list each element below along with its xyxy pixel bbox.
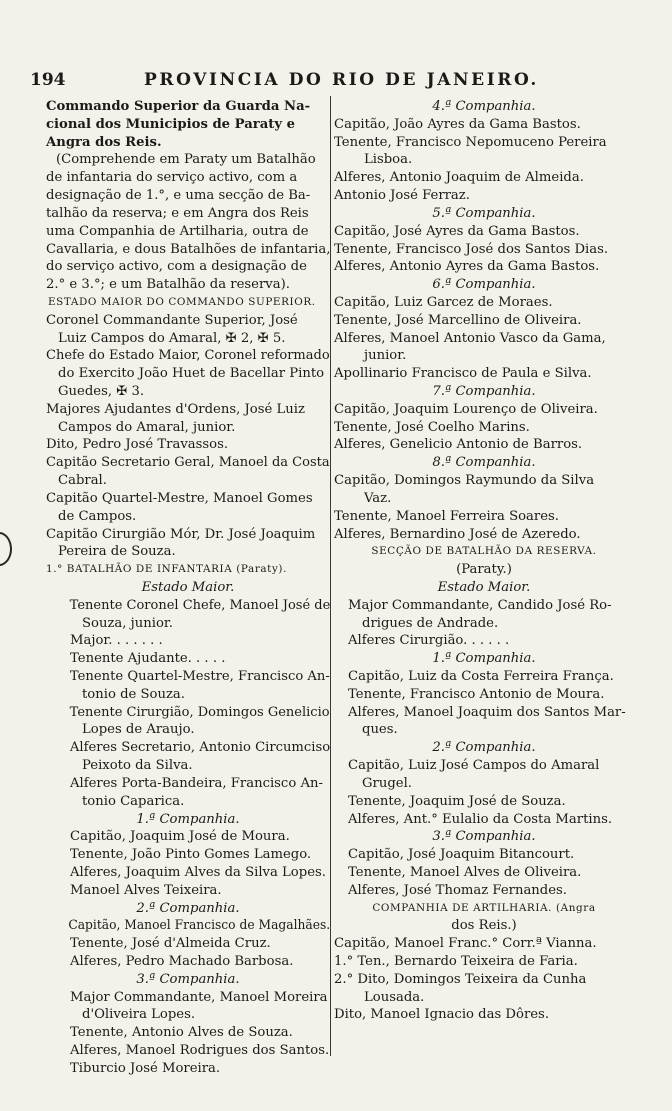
left-column-line: de infantaria do serviço activo, com a xyxy=(46,170,298,186)
left-column-line: (Comprehende em Paraty um Batalhão xyxy=(56,152,316,168)
left-column-line: Alferes, Joaquim Alves da Silva Lopes. xyxy=(70,864,326,880)
right-column-line: Tenente, Francisco Antonio de Moura. xyxy=(348,686,605,702)
left-column-line: Alferes, Manoel Rodrigues dos Santos. xyxy=(70,1043,330,1059)
right-column-line: 5.ª Companhia. xyxy=(432,205,536,221)
left-column-line: talhão da reserva; e em Angra dos Reis xyxy=(46,205,309,221)
right-column-line: 1.° Ten., Bernardo Teixeira de Faria. xyxy=(334,954,578,969)
left-column-line: Majores Ajudantes d'Ordens, José Luiz xyxy=(46,401,305,417)
left-column-line: Tenente, José d'Almeida Cruz. xyxy=(70,936,271,952)
right-column-line: Capitão, Manoel Franc.° Corr.ª Vianna. xyxy=(334,936,597,952)
left-column-line: Luiz Campos do Amaral, ✠ 2, ✠ 5. xyxy=(58,330,286,346)
left-column-line: Tenente, Antonio Alves de Souza. xyxy=(70,1025,293,1041)
left-column-line: Tenente, João Pinto Gomes Lamego. xyxy=(70,847,312,863)
right-column-line: Alferes, Antonio Joaquim de Almeida. xyxy=(334,170,584,186)
right-column-line: 4.ª Companhia. xyxy=(432,99,536,114)
right-column-line: Tenente, Manoel Ferreira Soares. xyxy=(334,508,559,524)
left-column-line: Alferes, Pedro Machado Barbosa. xyxy=(70,954,294,969)
left-column-line: tonio de Souza. xyxy=(82,686,185,702)
right-column-line: drigues de Andrade. xyxy=(362,615,499,631)
right-column-line: 7.ª Companhia. xyxy=(432,384,536,399)
left-column-line: Tiburcio José Moreira. xyxy=(70,1060,221,1076)
left-column-line: Estado Maior. xyxy=(141,579,235,595)
left-column-line: Major Commandante, Manoel Moreira xyxy=(70,989,328,1005)
left-column xyxy=(46,98,330,1078)
right-column-line: Tenente, José Marcellino de Oliveira. xyxy=(334,312,582,328)
right-column-line: (Paraty.) xyxy=(456,562,512,578)
left-column-line: Angra dos Reis. xyxy=(46,134,162,150)
left-column-line: Capitão, Manoel Francisco de Magalhães. xyxy=(68,918,331,934)
right-column-line: Capitão, José Joaquim Bitancourt. xyxy=(348,847,575,863)
left-column-line: Souza, junior. xyxy=(82,615,173,631)
right-column-line: Alferes, Manoel Joaquim dos Santos Mar- xyxy=(348,704,626,720)
right-column-line: Lisboa. xyxy=(364,152,413,168)
right-column-line: 2.ª Companhia. xyxy=(432,740,536,756)
page-title: PROVINCIA DO RIO DE JANEIRO. xyxy=(144,70,539,90)
right-column-line: Antonio José Ferraz. xyxy=(334,188,470,204)
right-column-line: 3.ª Companhia. xyxy=(432,829,536,845)
left-column-line: Lopes de Araujo. xyxy=(82,722,195,738)
right-column-line: Alferes, Manoel Antonio Vasco da Gama, xyxy=(334,330,606,346)
left-column-line: Tenente Cirurgião, Domingos Genelicio xyxy=(69,704,330,720)
right-column-line: junior. xyxy=(364,348,407,364)
left-column-line: Tenente Ajudante. . . . . xyxy=(70,651,226,667)
left-column-line: ESTADO MAIOR DO COMMANDO SUPERIOR. xyxy=(48,295,316,308)
left-column-line: Alferes Secretario, Antonio Circumciso xyxy=(69,740,331,756)
left-column-line: Capitão Secretario Geral, Manoel da Costa xyxy=(46,455,330,471)
right-column-line: Capitão, João Ayres da Gama Bastos. xyxy=(334,116,581,132)
left-column-line: Capitão Cirurgião Mór, Dr. José Joaquim xyxy=(46,526,316,542)
right-column-line: Capitão, Luiz Garcez de Moraes. xyxy=(334,294,553,310)
right-column-line: Tenente, Francisco Nepomuceno Pereira xyxy=(334,134,607,150)
left-column-line: Alferes Porta-Bandeira, Francisco An- xyxy=(70,775,323,791)
right-column-line: Grugel. xyxy=(362,775,412,791)
right-column-line: Tenente, José Coelho Marins. xyxy=(334,419,530,435)
right-column-line: Capitão, Luiz da Costa Ferreira França. xyxy=(348,669,614,684)
right-column-line: Major Commandante, Candido José Ro- xyxy=(348,597,612,613)
binding-hole xyxy=(0,532,12,566)
right-column-line: Tenente, Manoel Alves de Oliveira. xyxy=(348,864,582,880)
right-column-line: 6.ª Companhia. xyxy=(432,277,536,293)
right-column-line: Alferes, Ant.° Eulalio da Costa Martins. xyxy=(348,811,613,827)
left-column-line: 3.ª Companhia. xyxy=(136,971,240,987)
left-column-line: d'Oliveira Lopes. xyxy=(82,1007,196,1023)
left-column-line: Manoel Alves Teixeira. xyxy=(70,882,222,898)
right-column-line: dos Reis.) xyxy=(451,918,517,934)
left-column-line: designação de 1.°, e uma secção de Ba- xyxy=(46,188,311,204)
left-column-line: Tenente Coronel Chefe, Manoel José de xyxy=(69,597,331,613)
right-column-line: Vaz. xyxy=(364,490,392,506)
column-divider xyxy=(330,96,331,1056)
right-column-line: Lousada. xyxy=(364,989,425,1005)
right-column-line: Alferes Cirurgião. . . . . . xyxy=(348,633,510,649)
left-column-line: Major. . . . . . . xyxy=(70,633,163,649)
right-column-line: Capitão, Luiz José Campos do Amaral xyxy=(348,758,600,774)
right-column-line: Capitão, José Ayres da Gama Bastos. xyxy=(334,223,580,239)
right-column-line: Tenente, Joaquim José de Souza. xyxy=(348,793,566,809)
right-column-line: Alferes, Bernardino José de Azeredo. xyxy=(334,526,581,542)
left-column-line: 2.ª Companhia. xyxy=(136,900,240,916)
left-column-line: do serviço activo, com a designação de xyxy=(46,259,307,275)
right-column-line: Tenente, Francisco José dos Santos Dias. xyxy=(334,241,609,257)
left-column-line: uma Companhia de Artilharia, outra de xyxy=(46,223,309,239)
right-column-line: Alferes, Antonio Ayres da Gama Bastos. xyxy=(334,259,600,275)
left-column-line: Cabral. xyxy=(58,473,107,489)
right-column-line: 2.° Dito, Domingos Teixeira da Cunha xyxy=(334,971,587,987)
left-column-line: Pereira de Souza. xyxy=(58,544,176,560)
left-column-line: tonio Caparica. xyxy=(82,793,185,809)
right-column-line: Alferes, Genelicio Antonio de Barros. xyxy=(334,437,583,453)
right-column-line: 8.ª Companhia. xyxy=(432,455,536,471)
left-column-line: 1.ª Companhia. xyxy=(136,811,240,827)
left-column-line: Tenente Quartel-Mestre, Francisco An- xyxy=(69,669,330,684)
page-number: 194 xyxy=(30,70,66,90)
left-column-line: do Exercito João Huet de Bacellar Pinto xyxy=(58,366,325,382)
left-column-line: de Campos. xyxy=(58,508,137,524)
left-column-line: Commando Superior da Guarda Na- xyxy=(46,99,311,114)
left-column-line: 2.° e 3.°; e um Batalhão da reserva). xyxy=(46,277,290,293)
left-column-line: Peixoto da Silva. xyxy=(82,758,193,774)
left-column-line: Guedes, ✠ 3. xyxy=(58,384,145,399)
right-column-line: Estado Maior. xyxy=(437,579,531,595)
right-column-line: 1.ª Companhia. xyxy=(432,651,536,667)
left-column-line: Capitão, Joaquim José de Moura. xyxy=(70,829,290,845)
left-column-line: Chefe do Estado Maior, Coronel reformado xyxy=(46,348,330,364)
left-column-line: Capitão Quartel-Mestre, Manoel Gomes xyxy=(46,490,313,506)
right-column-line: SECÇÃO DE BATALHÃO DA RESERVA. xyxy=(371,545,597,558)
page-header xyxy=(30,70,630,96)
right-column-line: Dito, Manoel Ignacio das Dôres. xyxy=(334,1007,550,1023)
right-column xyxy=(334,98,634,1024)
left-column-line: 1.° BATALHÃO DE INFANTARIA (Paraty). xyxy=(46,563,287,576)
right-column-line: Apollinario Francisco de Paula e Silva. xyxy=(334,366,592,382)
right-column-line: Capitão, Joaquim Lourenço de Oliveira. xyxy=(334,401,598,417)
right-column-line: COMPANHIA DE ARTILHARIA. (Angra xyxy=(372,901,596,914)
left-column-line: Campos do Amaral, junior. xyxy=(58,419,236,435)
left-column-line: cional dos Municipios de Paraty e xyxy=(46,116,296,132)
right-column-line: ques. xyxy=(362,722,398,738)
left-column-line: Coronel Commandante Superior, José xyxy=(46,312,298,328)
left-column-line: Cavallaria, e dous Batalhões de infantaria, xyxy=(46,241,331,257)
right-column-line: Capitão, Domingos Raymundo da Silva xyxy=(334,473,595,489)
left-column-line: Dito, Pedro José Travassos. xyxy=(46,437,229,453)
right-column-line: Alferes, José Thomaz Fernandes. xyxy=(348,882,568,898)
